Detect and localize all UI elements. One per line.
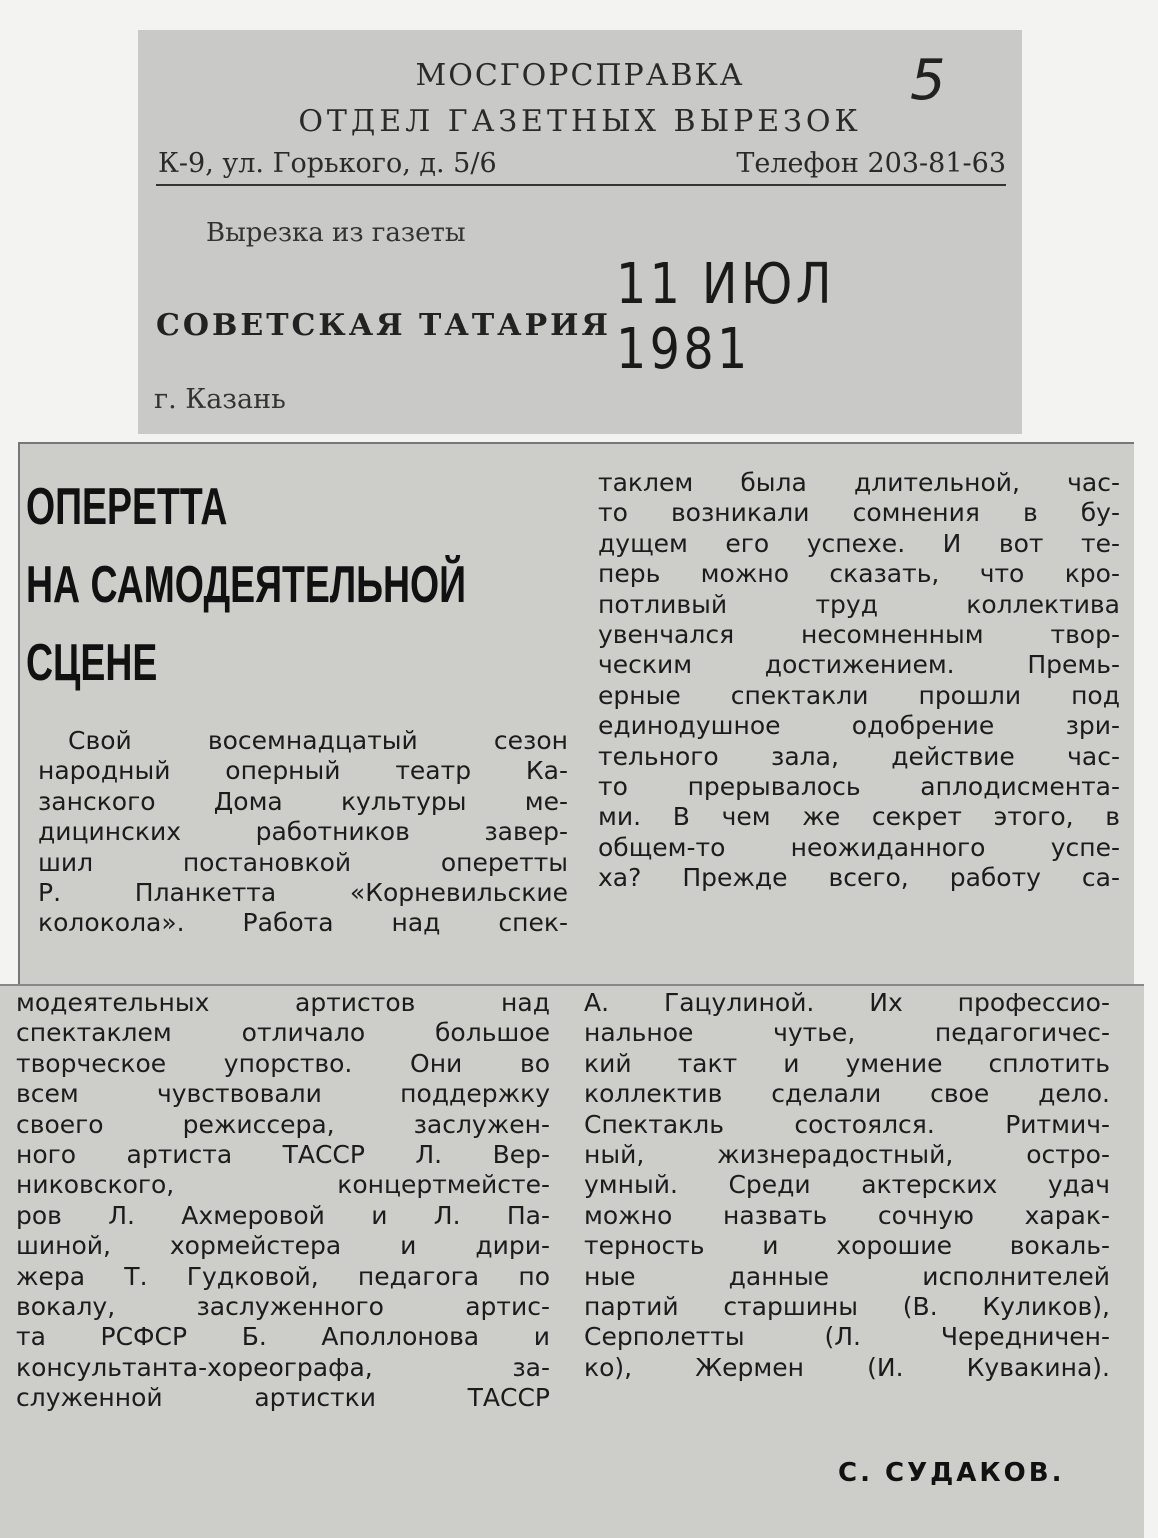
text-line: ров Л. Ахмеровой и Л. Па-	[16, 1200, 550, 1230]
text-line: умный. Среди актерских удач	[584, 1170, 1110, 1200]
text-line: потливый труд коллектива	[598, 589, 1120, 619]
text-line: ерные спектакли прошли под	[598, 680, 1120, 710]
text-line: Спектакль состоялся. Ритмич-	[584, 1109, 1110, 1139]
text-line: А. Гацулиной. Их профессио-	[584, 988, 1110, 1017]
text-line: партий старшины (В. Куликов),	[584, 1292, 1110, 1322]
text-line: никовского, концертмейсте-	[16, 1170, 550, 1200]
text-line: таклем была длительной, час-	[598, 468, 1120, 497]
text-line: ко), Жермен (И. Кувакина).	[584, 1352, 1110, 1382]
article-column-3	[16, 988, 550, 1414]
text-line: ный, жизнерадостный, остро-	[584, 1140, 1110, 1170]
text-line: дицинских работников завер-	[38, 817, 568, 847]
text-line: ного артиста ТАССР Л. Вер-	[16, 1140, 550, 1170]
text-line: всем чувствовали поддержку	[16, 1079, 550, 1109]
handwritten-mark: 5	[910, 48, 946, 113]
text-line: можно назвать сочную харак-	[584, 1200, 1110, 1230]
text-line: модеятельных артистов над	[16, 988, 550, 1017]
article-column-2	[598, 468, 1120, 894]
text-line: ми. В чем же секрет этого, в	[598, 802, 1120, 832]
text-line: ные данные исполнителей	[584, 1261, 1110, 1291]
stamp-org: МОСГОРСПРАВКА	[415, 58, 745, 93]
text-line: Свой восемнадцатый сезон	[68, 726, 568, 755]
text-line: консультанта-хореографа, за-	[16, 1352, 550, 1382]
text-line: ческим достижением. Премь-	[598, 650, 1120, 680]
article-column-4	[584, 988, 1110, 1383]
text-line: шиной, хормейстера и дири-	[16, 1231, 550, 1261]
text-line: терность и хорошие вокаль-	[584, 1231, 1110, 1261]
text-line: дущем его успехе. И вот те-	[598, 528, 1120, 558]
text-line: общем-то неожиданного успе-	[598, 832, 1120, 862]
text-line: своего режиссера, заслужен-	[16, 1109, 550, 1139]
text-line: колокола». Работа над спек-	[38, 908, 568, 938]
headline-line: ОПЕРЕТТА	[26, 478, 228, 536]
stamp-department: ОТДЕЛ ГАЗЕТНЫХ ВЫРЕЗОК	[298, 104, 862, 139]
stamp-address: К-9, ул. Горького, д. 5/6	[158, 148, 497, 179]
text-line: то прерывалось аплодисмента-	[598, 772, 1120, 802]
text-line: тельного зала, действие час-	[598, 741, 1120, 771]
article-headline	[26, 468, 544, 702]
text-line: нальное чутье, педагогичес-	[584, 1018, 1110, 1048]
text-line: Р. Планкетта «Корневильские	[38, 878, 568, 908]
author-signature: С. СУДАКОВ.	[838, 1458, 1065, 1488]
text-line: кий такт и умение сплотить	[584, 1048, 1110, 1078]
headline-line: СЦЕНЕ	[26, 634, 158, 692]
text-line: увенчался несомненным твор-	[598, 620, 1120, 650]
text-line: шил постановкой оперетты	[38, 847, 568, 877]
text-line: ха? Прежде всего, работу са-	[598, 863, 1120, 893]
newspaper-city: г. Казань	[154, 384, 286, 415]
text-line: жера Т. Гудковой, педагога по	[16, 1261, 550, 1291]
headline-line: НА САМОДЕЯТЕЛЬНОЙ	[26, 556, 467, 614]
text-line: спектаклем отличало большое	[16, 1018, 550, 1048]
clipping-stamp	[138, 30, 1022, 434]
stamp-phone: Телефон 203-81-63	[736, 148, 1006, 179]
text-line: народный оперный театр Ка-	[38, 756, 568, 786]
text-line: Серполетты (Л. Чередничен-	[584, 1322, 1110, 1352]
text-line: та РСФСР Б. Аполлонова и	[16, 1322, 550, 1352]
stamp-cut-from-label: Вырезка из газеты	[206, 218, 466, 248]
stamp-rule	[156, 184, 1006, 186]
text-line: коллектив сделали свое дело.	[584, 1079, 1110, 1109]
text-line: занского Дома культуры ме-	[38, 786, 568, 816]
text-line: перь можно сказать, что кро-	[598, 559, 1120, 589]
date-stamp: 11 ИЮЛ 1981	[616, 252, 835, 382]
text-line: вокалу, заслуженного артис-	[16, 1292, 550, 1322]
article-column-1	[38, 726, 568, 939]
text-line: творческое упорство. Они во	[16, 1048, 550, 1078]
text-line: служенной артистки ТАССР	[16, 1383, 550, 1413]
text-line: единодушное одобрение зри-	[598, 711, 1120, 741]
newspaper-name: СОВЕТСКАЯ ТАТАРИЯ	[156, 308, 611, 343]
text-line: то возникали сомнения в бу-	[598, 498, 1120, 528]
